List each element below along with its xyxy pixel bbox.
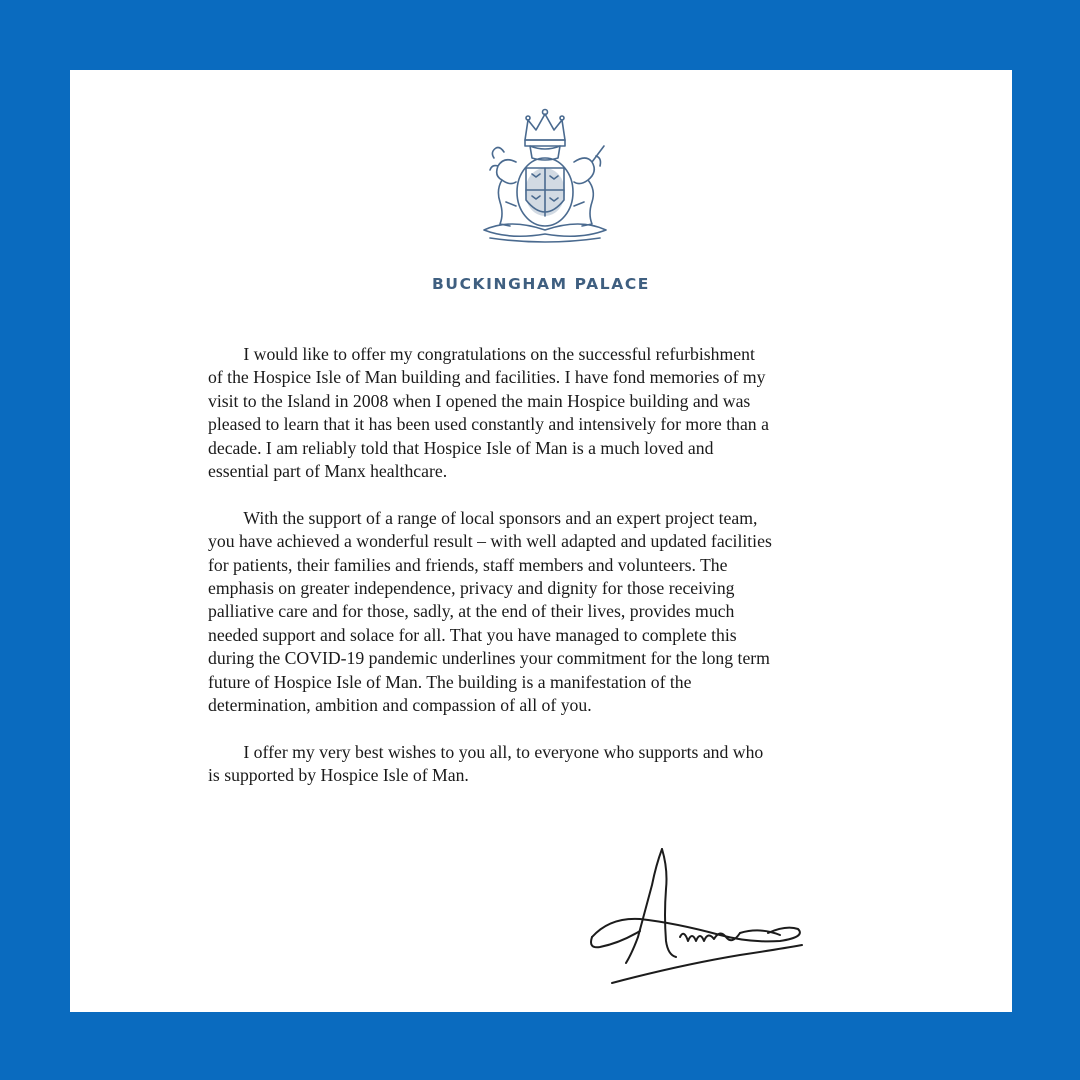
letterhead-title: BUCKINGHAM PALACE	[431, 275, 650, 293]
letter-paragraph-2: With the support of a range of local sponsors and an expert project team, you have achieved a wonderful result – with well adapted and updated facilities for patients, their families and friends, staff members and volunteers. The emphasis on greater independence, privacy and dignity for those receiving palliative care and for those, sadly, at the end of their lives, provides much needed support and solace for all. That you have managed to complete this during the COVID-19 pandemic underlines your commitment for the long term future of Hospice Isle of Man. The building is a manifestation of the determination, ambition and compassion of all of you.	[208, 507, 772, 716]
handwritten-signature-icon	[580, 845, 810, 995]
letter-sheet	[70, 70, 1012, 1012]
letter-paragraph-3: I offer my very best wishes to you all, to everyone who supports and who is supported by Hospice Isle of Man.	[208, 741, 764, 786]
letter-paragraph-1: I would like to offer my congratulations on the successful refurbishment of the Hospice Isle of Man building and facilities. I have fond memories of my visit to the Island in 2008 when I opened the main Hospice building and was pleased to learn that it has been used constantly and intensively for more than a decade. I am reliably told that Hospice Isle of Man is a much loved and essential part of Manx healthcare.	[208, 344, 769, 482]
royal-coat-of-arms-icon	[470, 106, 620, 244]
letter-body	[208, 343, 898, 788]
